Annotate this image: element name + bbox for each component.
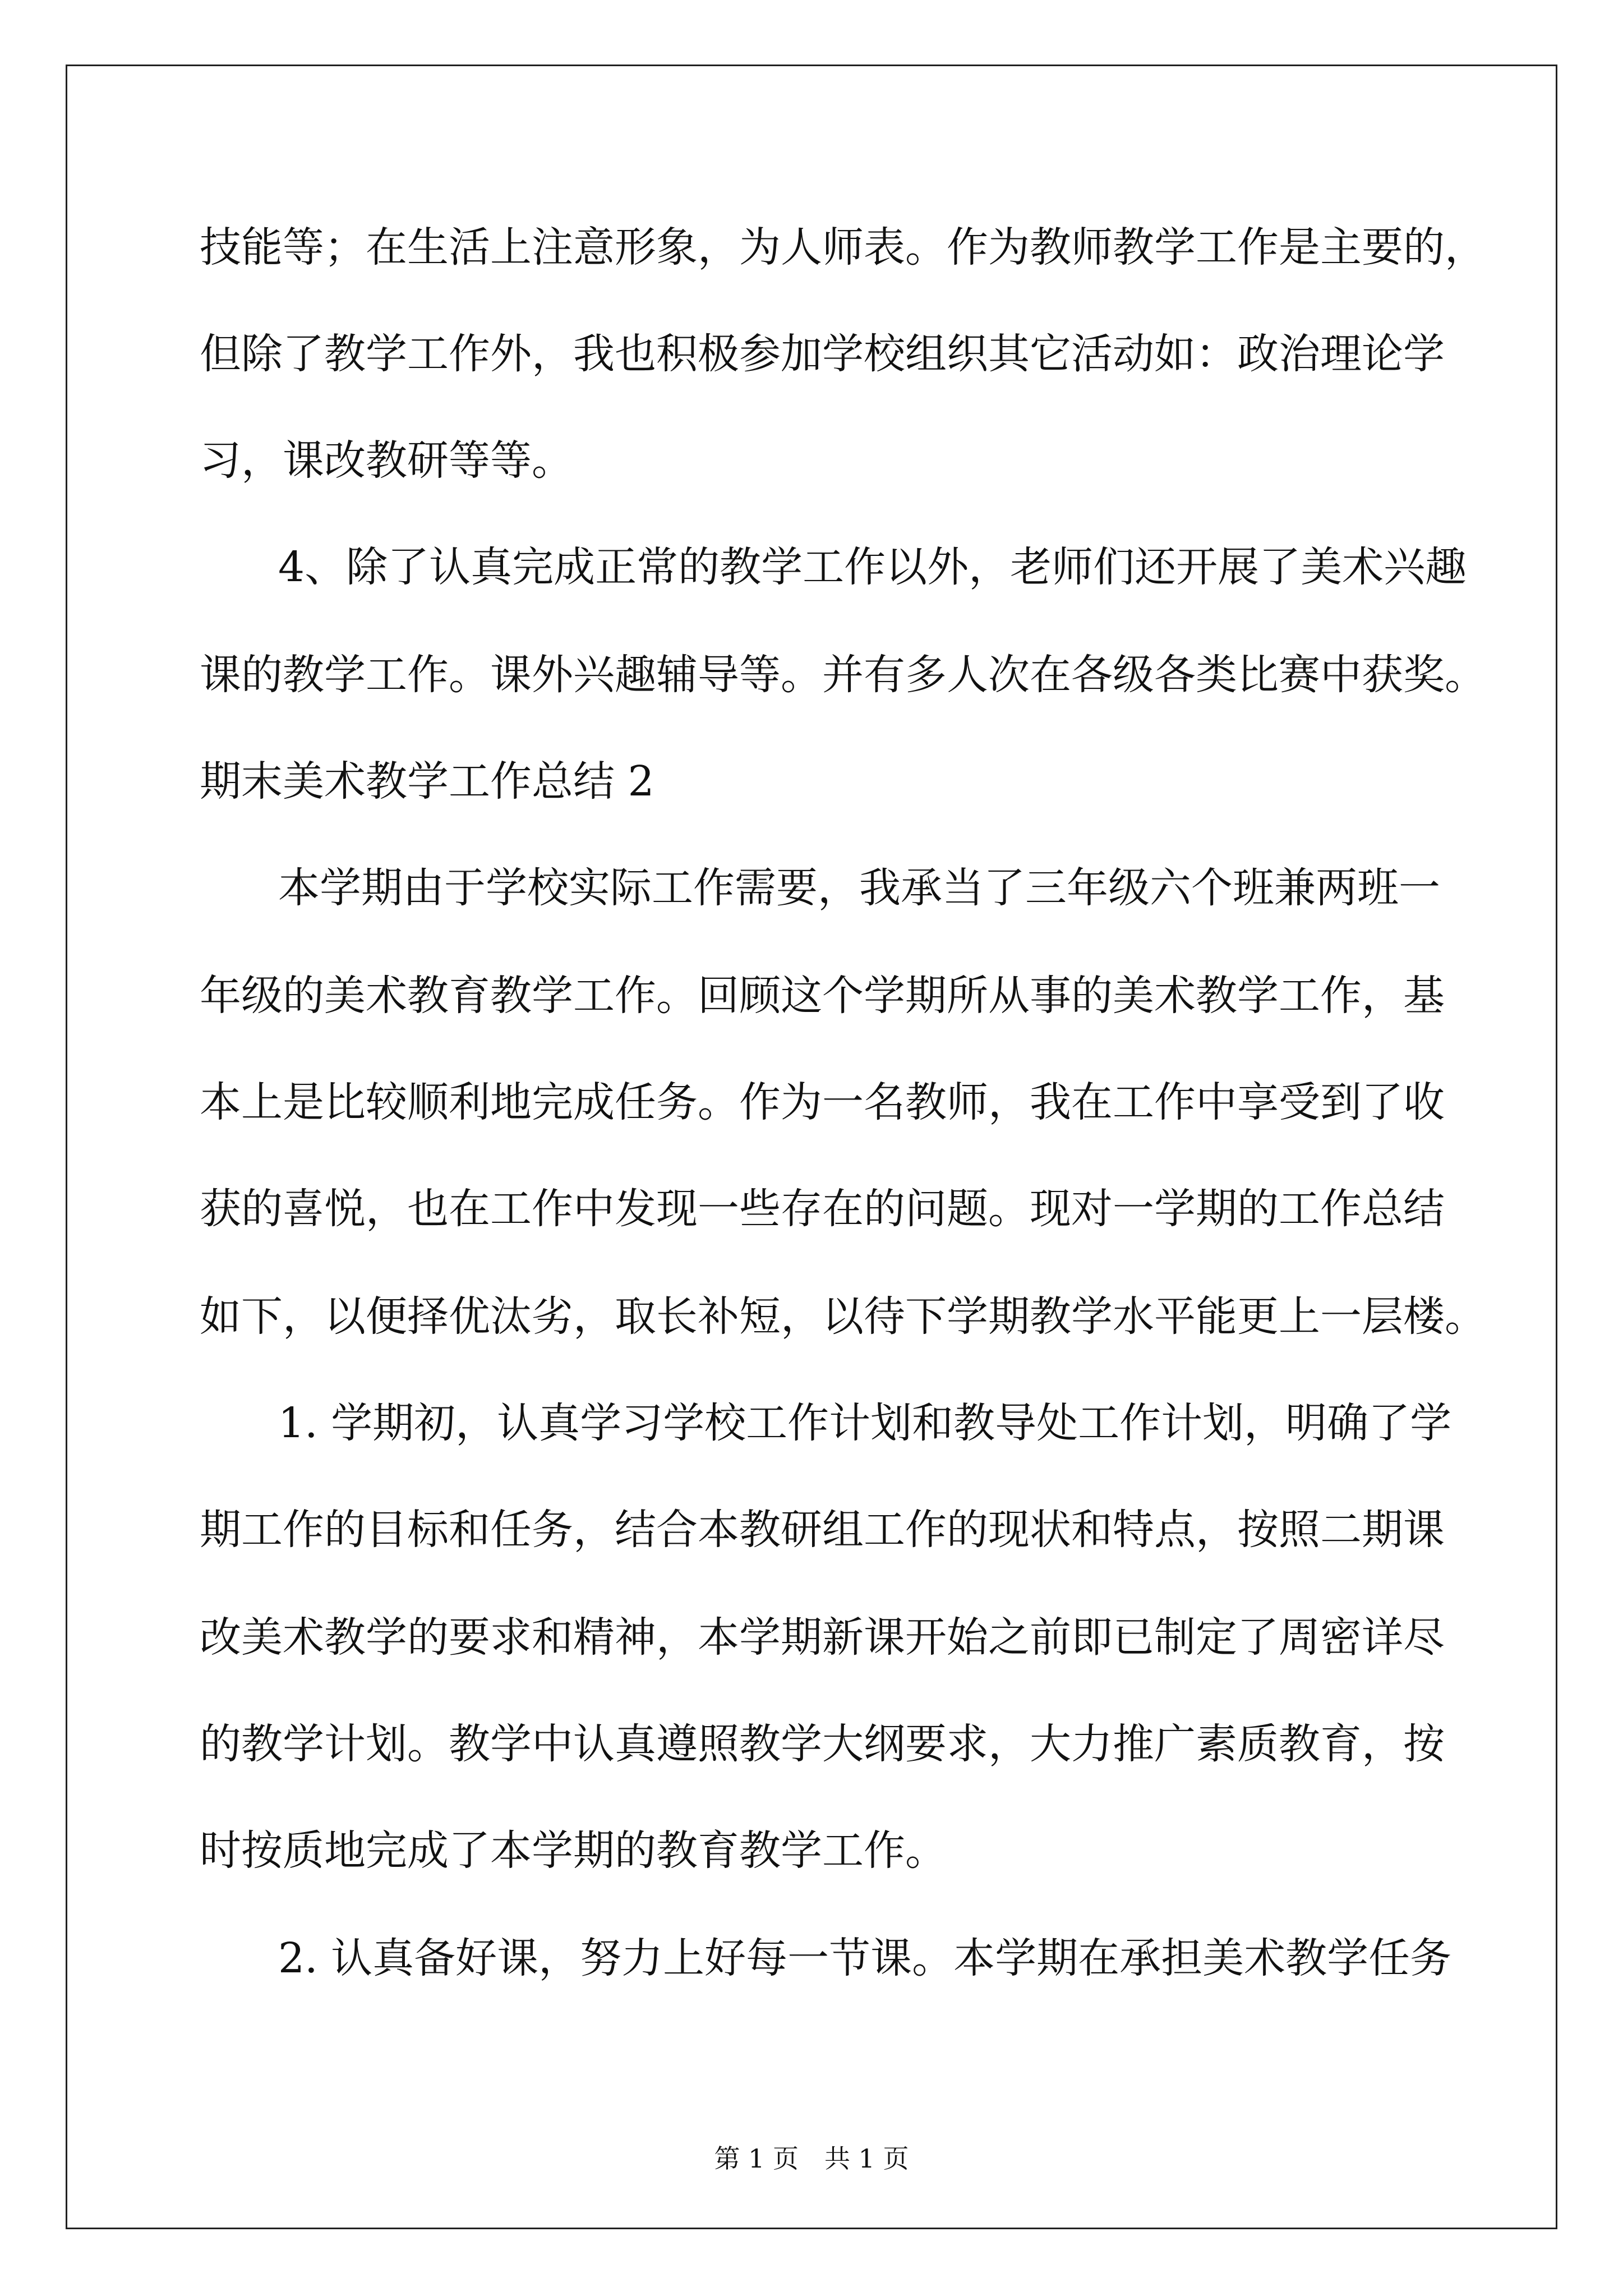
- text-line: 如下，以便择优汰劣，取长补短，以待下学期教学水平能更上一层楼。: [200, 1292, 1486, 1341]
- text-line: 的教学计划。教学中认真遵照教学大纲要求，大力推广素质教育，按: [200, 1720, 1445, 1768]
- text-line: 获的喜悦，也在工作中发现一些存在的问题。现对一学期的工作总结: [200, 1185, 1445, 1233]
- text-line: 时按质地完成了本学期的教育教学工作。: [200, 1826, 947, 1875]
- section-title: 期末美术教学工作总结 2: [200, 757, 654, 806]
- text-line: 改美术教学的要求和精神，本学期新课开始之前即已制定了周密详尽: [200, 1613, 1445, 1662]
- text-line: 习，课改教研等等。: [200, 436, 573, 485]
- text-line: 本上是比较顺利地完成任务。作为一名教师，我在工作中享受到了收: [200, 1078, 1445, 1126]
- text-line: 技能等；在生活上注意形象，为人师表。作为教师教学工作是主要的，: [200, 223, 1486, 272]
- text-line: 2. 认真备好课，努力上好每一节课。本学期在承担美术教学任务: [278, 1934, 1452, 1982]
- text-line: 课的教学工作。课外兴趣辅导等。并有多人次在各级各类比赛中获奖。: [200, 651, 1486, 699]
- text-line: 期工作的目标和任务，结合本教研组工作的现状和特点，按照二期课: [200, 1506, 1445, 1554]
- text-line: 本学期由于学校实际工作需要，我承当了三年级六个班兼两班一: [278, 864, 1440, 912]
- text-line: 4、除了认真完成正常的教学工作以外，老师们还开展了美术兴趣: [278, 543, 1467, 591]
- page-number-footer: 第 1 页 共 1 页: [714, 2143, 909, 2174]
- text-line: 1. 学期初，认真学习学校工作计划和教导处工作计划，明确了学: [278, 1399, 1452, 1447]
- text-line: 年级的美术教育教学工作。回顾这个学期所从事的美术教学工作，基: [200, 972, 1445, 1020]
- text-line: 但除了教学工作外，我也积极参加学校组织其它活动如：政治理论学: [200, 330, 1445, 378]
- page-border: [66, 65, 1557, 2229]
